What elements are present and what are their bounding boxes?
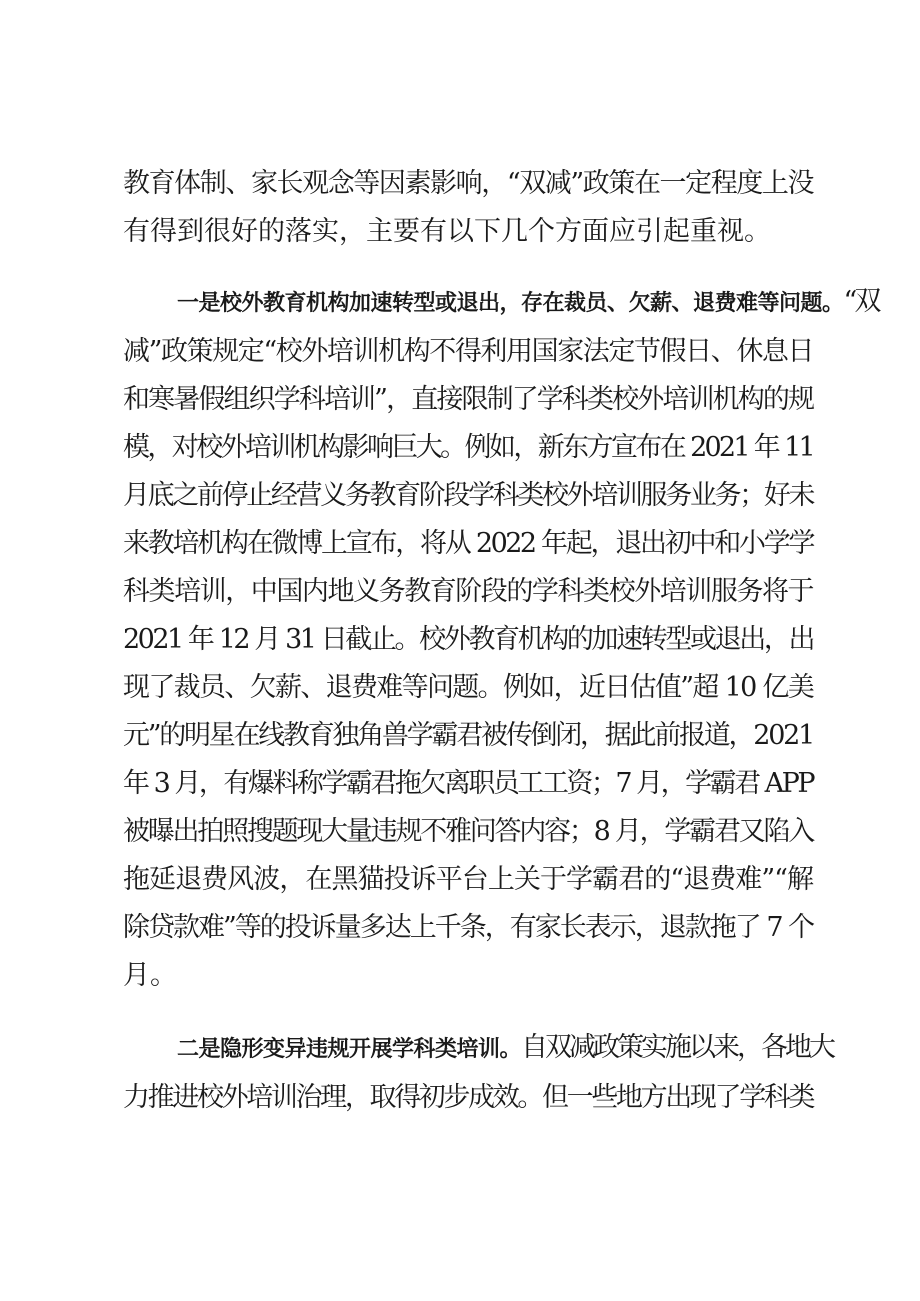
point-one-heading: 一是校外教育机构加速转型或退出，存在裁员、欠薪、退费难等问题。: [177, 291, 844, 316]
text-fragment: 自双减政策实施以来，各地大: [521, 1032, 834, 1063]
paragraph-intro: [123, 160, 813, 256]
text-line: 来教培机构在微博上宣布，将从 2022 年起，退出初中和小学学: [123, 528, 813, 559]
point-two-heading: 二是隐形变异违规开展学科类培训。: [177, 1037, 522, 1062]
text-line: 被曝出拍照搜题现大量违规不雅问答内容；8 月，学霸君又陷入: [123, 816, 813, 847]
text-fragment: “双: [843, 286, 879, 317]
text-line: 年 3 月，有爆料称学霸君拖欠离职员工工资；7 月，学霸君 APP: [123, 768, 814, 799]
paragraph-point-one: [123, 278, 879, 1000]
text-line: 现了裁员、欠薪、退费难等问题。例如，近日估值”超 10 亿美: [123, 672, 813, 703]
text-line: 和寒暑假组织学科培训”，直接限制了学科类校外培训机构的规: [123, 384, 813, 415]
text-line: 模，对校外培训机构影响巨大。例如，新东方宣布在 2021 年 11: [123, 432, 813, 463]
text-line: 有得到很好的落实，主要有以下几个方面应引起重视。: [123, 216, 771, 247]
text-line: 月底之前停止经营义务教育阶段学科类校外培训服务业务；好未: [123, 480, 813, 511]
paragraph-point-two: [123, 1024, 834, 1122]
text-line: [123, 278, 879, 328]
text-line: 除贷款难”等的投诉量多达上千条，有家长表示，退款拖了 7 个: [123, 912, 814, 943]
text-line: 拖延退费风波，在黑猫投诉平台上关于学霸君的“退费难”“解: [123, 864, 813, 895]
text-line: 力推进校外培训治理，取得初步成效。但一些地方出现了学科类: [123, 1082, 813, 1113]
text-line: 月。: [123, 960, 177, 991]
text-line: 2021 年 12 月 31 日截止。校外教育机构的加速转型或退出，出: [123, 624, 813, 655]
text-line: 教育体制、家长观念等因素影响，“双减”政策在一定程度上没: [123, 168, 813, 199]
text-line: 元”的明星在线教育独角兽学霸君被传倒闭，据此前报道，2021: [123, 720, 814, 751]
text-line: [123, 1024, 834, 1074]
text-line: 减”政策规定“校外培训机构不得利用国家法定节假日、休息日: [123, 336, 813, 367]
text-line: 科类培训，中国内地义务教育阶段的学科类校外培训服务将于: [123, 576, 813, 607]
